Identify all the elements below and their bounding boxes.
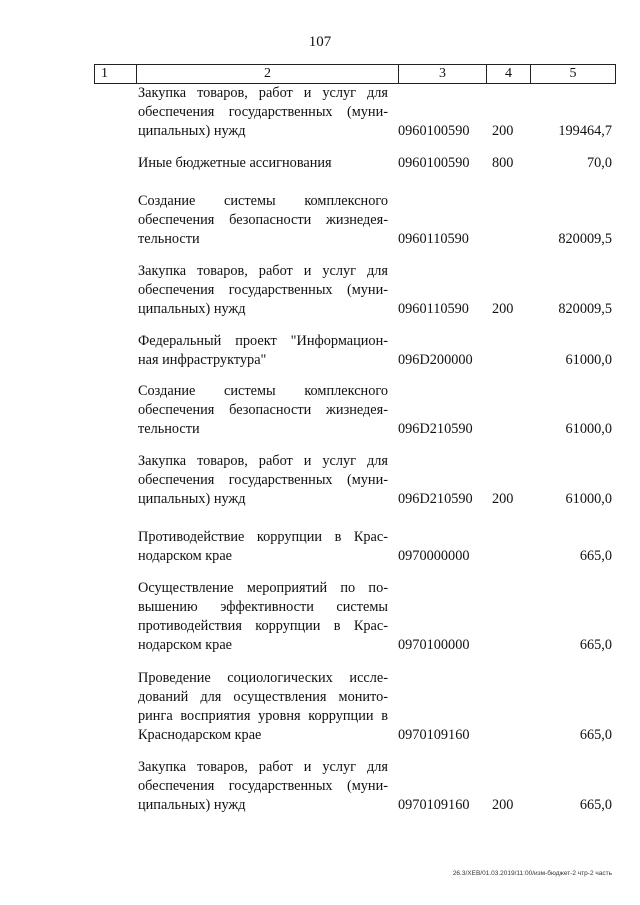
row-code: 0960100590	[398, 155, 470, 171]
table-row	[0, 262, 640, 319]
row-name-line: обеспечения государственных (муни-	[138, 104, 388, 120]
row-name-line: тельности	[138, 231, 200, 247]
row-amount: 61000,0	[565, 491, 612, 507]
row-name	[138, 382, 388, 439]
table-row	[0, 382, 640, 439]
row-name-line: нодарском крае	[138, 637, 233, 653]
row-type: 200	[492, 491, 514, 507]
row-name-line: нодарском крае	[138, 548, 233, 564]
row-code: 096D200000	[398, 352, 473, 368]
row-name-line: Закупка товаров, работ и услуг для	[138, 263, 388, 279]
row-code: 0960110590	[398, 301, 469, 317]
row-name-line: Осуществление мероприятий по по-	[138, 580, 388, 596]
row-name-line: ная инфраструктура"	[138, 352, 267, 368]
row-type: 800	[492, 155, 514, 171]
row-name-line: обеспечения безопасности жизнедея-	[138, 402, 388, 418]
row-amount: 665,0	[579, 727, 612, 743]
row-code: 0960100590	[398, 123, 470, 139]
row-type: 200	[492, 301, 514, 317]
header-cell-5: 5	[569, 66, 577, 81]
row-amount: 665,0	[579, 548, 612, 564]
page-number: 107	[308, 34, 332, 50]
row-name	[138, 528, 388, 566]
table-row	[0, 154, 640, 173]
row-amount: 820009,5	[558, 301, 612, 317]
row-amount: 70,0	[586, 155, 612, 171]
table-row	[0, 84, 640, 141]
row-name-line: обеспечения государственных (муни-	[138, 778, 388, 794]
row-name-line: обеспечения государственных (муни-	[138, 472, 388, 488]
row-name-line: Федеральный проект "Информацион-	[138, 333, 388, 349]
row-code: 0970100000	[398, 637, 470, 653]
row-name	[138, 84, 388, 141]
row-amount: 199464,7	[558, 123, 612, 139]
row-name-line: противодействия коррупции в Крас-	[138, 618, 388, 634]
row-name-line: ципальных) нужд	[138, 797, 246, 813]
row-name-line: Иные бюджетные ассигнования	[138, 155, 332, 171]
header-cell-3: 3	[399, 65, 487, 83]
row-amount: 820009,5	[558, 231, 612, 247]
row-code: 0970000000	[398, 548, 470, 564]
row-name	[138, 579, 388, 655]
table-row	[0, 332, 640, 370]
header-cell-4: 4	[487, 65, 531, 83]
table-row	[0, 758, 640, 815]
row-name-line: Краснодарском крае	[138, 727, 262, 743]
row-name	[138, 452, 388, 509]
row-code: 0970109160	[398, 727, 470, 743]
header-cell-2: 2	[137, 65, 399, 83]
row-name-line: Закупка товаров, работ и услуг для	[138, 453, 388, 469]
row-amount: 61000,0	[565, 421, 612, 437]
table-row	[0, 579, 640, 655]
row-code: 0960110590	[398, 231, 469, 247]
footer-note: 26.3/ХЕВ/01.03.2019/11:00/изм-бюджет-2 чтр-2 часть	[452, 870, 612, 877]
row-amount: 61000,0	[565, 352, 612, 368]
table-row	[0, 452, 640, 509]
row-name	[138, 669, 388, 745]
table-row	[0, 669, 640, 745]
row-name-line: Проведение социологических иссле-	[138, 670, 388, 686]
row-name	[138, 262, 388, 319]
row-name-line: обеспечения безопасности жизнедея-	[138, 212, 388, 228]
row-name	[138, 154, 388, 173]
row-name-line: Закупка товаров, работ и услуг для	[138, 85, 388, 101]
row-type: 200	[492, 123, 514, 139]
row-code: 096D210590	[398, 491, 473, 507]
row-name-line: дований для осуществления монито-	[138, 689, 388, 705]
row-code: 096D210590	[398, 421, 473, 437]
row-type: 200	[492, 797, 514, 813]
row-name-line: ципальных) нужд	[138, 491, 246, 507]
header-cell-1: 1	[95, 65, 137, 83]
row-name-line: обеспечения государственных (муни-	[138, 282, 388, 298]
row-name-line: Закупка товаров, работ и услуг для	[138, 759, 388, 775]
table-row	[0, 528, 640, 566]
row-name	[138, 332, 388, 370]
table-row	[0, 192, 640, 249]
row-name	[138, 192, 388, 249]
row-name-line: тельности	[138, 421, 200, 437]
row-name-line: Создание системы комплексного	[138, 383, 388, 399]
row-name	[138, 758, 388, 815]
row-name-line: Создание системы комплексного	[138, 193, 388, 209]
row-amount: 665,0	[579, 797, 612, 813]
row-code: 0970109160	[398, 797, 470, 813]
row-name-line: Противодействие коррупции в Крас-	[138, 529, 388, 545]
row-name-line: вышению эффективности системы	[138, 599, 388, 615]
row-name-line: ципальных) нужд	[138, 123, 246, 139]
row-amount: 665,0	[579, 637, 612, 653]
table-header-row	[94, 64, 616, 84]
row-name-line: ципальных) нужд	[138, 301, 246, 317]
row-name-line: ринга восприятия уровня коррупции в	[138, 708, 388, 724]
